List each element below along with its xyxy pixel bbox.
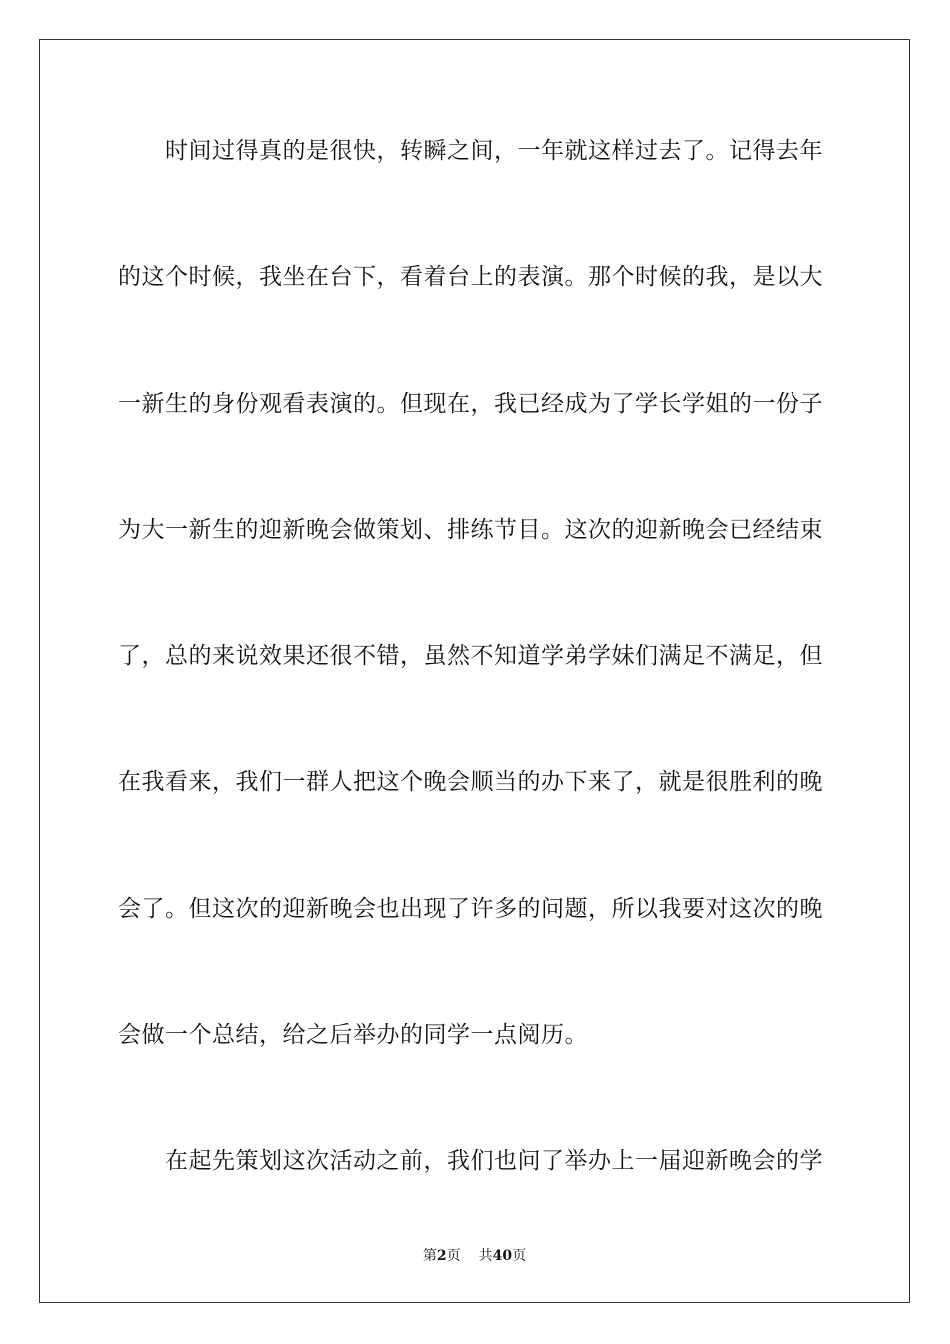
paragraph-1-line-4: 为大一新生的迎新晚会做策划、排练节目。这次的迎新晚会已经结束 — [118, 516, 823, 543]
paragraph-1-line-3: 一新生的身份观看表演的。但现在，我已经成为了学长学姐的一份子 — [118, 390, 823, 417]
paragraph-1-line-1: 时间过得真的是很快，转瞬之间，一年就这样过去了。记得去年 — [165, 138, 823, 164]
body-text — [118, 120, 834, 1257]
total-suffix: 页 — [512, 1248, 527, 1264]
paragraph-1-line-6: 在我看来，我们一群人把这个晚会顺当的办下来了，就是很胜利的晚 — [118, 769, 823, 796]
paragraph-1-line-7: 会了。但这次的迎新晚会也出现了许多的问题，所以我要对这次的晚 — [118, 895, 823, 922]
document-page — [39, 39, 910, 1303]
page-prefix: 第 — [422, 1248, 437, 1264]
page-number: 2 — [436, 1248, 447, 1264]
paragraph-1-line-2: 的这个时候，我坐在台下，看着台上的表演。那个时候的我，是以大 — [118, 264, 823, 291]
page-suffix: 页 — [446, 1248, 461, 1264]
total-pages: 40 — [492, 1248, 513, 1264]
page-footer — [40, 1245, 909, 1265]
paragraph-1-line-8: 会做一个总结，给之后举办的同学一点阅历。 — [118, 1022, 588, 1049]
paragraph-2-line-1: 在起先策划这次活动之前，我们也问了举办上一届迎新晚会的学 — [165, 1148, 823, 1175]
total-prefix: 共 — [478, 1248, 493, 1264]
paragraph-1-line-5: 了，总的来说效果还很不错，虽然不知道学弟学妹们满足不满足，但 — [118, 643, 823, 670]
